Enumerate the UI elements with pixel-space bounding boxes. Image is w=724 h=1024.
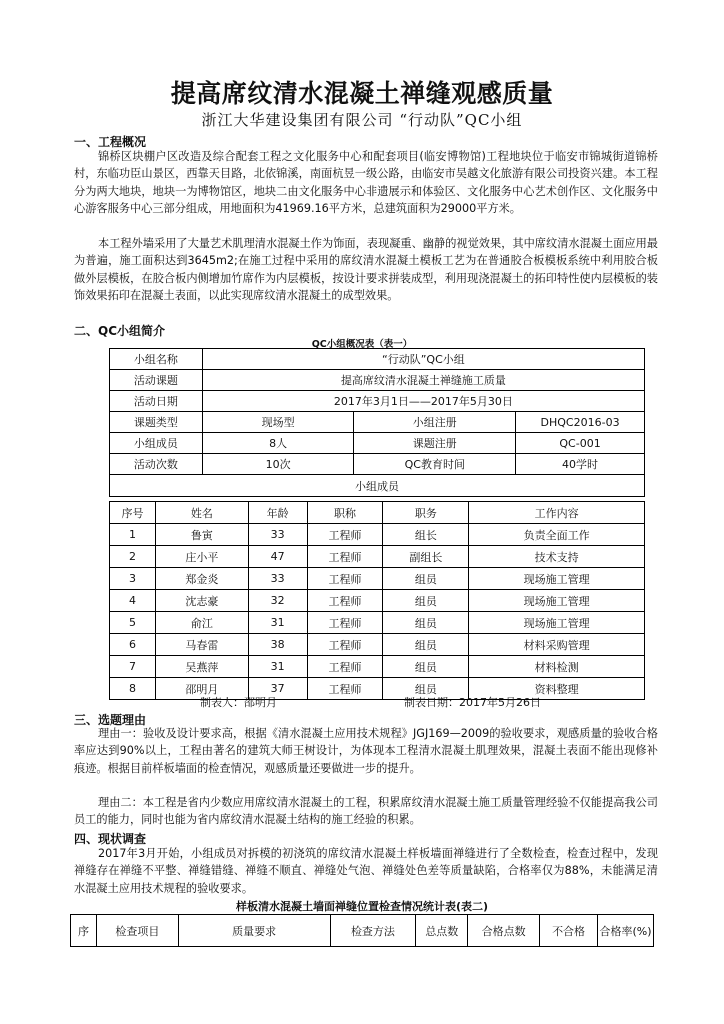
section-heading-3: 三、选题理由 xyxy=(74,713,147,727)
section-heading-4: 四、现状调查 xyxy=(74,832,147,846)
table-row xyxy=(110,568,645,590)
table-cell: 资料整理 xyxy=(469,678,645,700)
table-cell: 5 xyxy=(110,612,156,634)
table-cell: 副组长 xyxy=(383,546,469,568)
table-cell: 4 xyxy=(110,590,156,612)
table-cell: 1 xyxy=(110,524,156,546)
table-cell: 材料检测 xyxy=(469,656,645,678)
section-heading-2: 二、QC小组简介 xyxy=(74,324,166,338)
column-header: 质量要求 xyxy=(178,915,330,947)
table-cell: 33 xyxy=(248,524,307,546)
table-cell: 邵明月 xyxy=(155,678,248,700)
table-cell: 工程师 xyxy=(307,524,383,546)
members-header: 小组成员 xyxy=(110,475,645,497)
table-row xyxy=(110,433,645,454)
table-1-caption: QC小组概况表（表一） xyxy=(311,339,413,350)
table-row xyxy=(110,678,645,700)
section-1-paragraph-2: 本工程外墙采用了大量艺术肌理清水混凝土作为饰面，表现凝重、幽静的视觉效果，其中席纹清水混凝土面应用最为普遍，施工面积达到3645m2;在施工过程中采用的席纹清水混凝土模板工艺为在普通胶合板模板系统中利用胶合板做外层模板，在胶合板内侧增加竹席作为内层模板，按设计要求拼装成型，利用现浇混凝土的拓印特性使内层模板的装饰效果拓印在混凝土表面，以此实现席纹清水混凝土的成型效果。 xyxy=(74,237,658,302)
table-cell: 技术支持 xyxy=(469,546,645,568)
table-row xyxy=(110,391,645,412)
table-header-row xyxy=(110,502,645,524)
table-cell: 32 xyxy=(248,590,307,612)
table-row xyxy=(110,634,645,656)
table-cell: 组员 xyxy=(383,568,469,590)
table-cell: 31 xyxy=(248,656,307,678)
column-header: 合格点数 xyxy=(468,915,540,947)
document-subtitle: 浙江大华建设集团有限公司 “行动队”QC小组 xyxy=(201,111,523,129)
section-3-paragraph-1: 理由一：验收及设计要求高，根据《清水混凝土应用技术规程》JGJ169—2009的验收要求，观感质量的验收合格率应达到90%以上，工程由著名的建筑大师王树设计，为体现本工程清水混凝土肌理效果，混凝土表面不能出现修补痕迹。根据目前样板墙面的检查情况，观感质量还要做进一步的提升。 xyxy=(74,727,658,775)
qc-members-table xyxy=(109,501,645,700)
column-header: 职务 xyxy=(383,502,469,524)
table-cell: 组长 xyxy=(383,524,469,546)
table-maker: 制表人：邵明月 xyxy=(200,696,277,709)
table-cell: 工程师 xyxy=(307,678,383,700)
table-label: 小组成员 xyxy=(110,433,203,454)
table-value: 提高席纹清水混凝土禅缝施工质量 xyxy=(202,370,644,391)
table-cell: 现场施工管理 xyxy=(469,612,645,634)
table-cell: 6 xyxy=(110,634,156,656)
table-cell: 2 xyxy=(110,546,156,568)
table-value: 10次 xyxy=(202,454,354,475)
table-value: DHQC2016-03 xyxy=(516,412,645,433)
section-1-paragraph-1: 锦桥区块棚户区改造及综合配套工程之文化服务中心和配套项目(临安博物馆)工程地块位于临安市锦城街道锦桥村，东临功臣山景区，西靠天目路，北依锦溪，南面杭昱一级公路，由临安市吴越文化旅游有限公司投资兴建。本工程分为两大地块，地块一为博物馆区，地块二由文化服务中心非遗展示和体验区、文化服务中心艺术创作区、文化服务中心游客服务中心三部分组成，用地面积为41969.16平方米，总建筑面积为29000平方米。 xyxy=(74,150,658,215)
table-cell: 38 xyxy=(248,634,307,656)
table-cell: 工程师 xyxy=(307,612,383,634)
table-2-caption: 样板清水混凝土墙面禅缝位置检查情况统计表(表二) xyxy=(235,900,489,913)
column-header: 姓名 xyxy=(155,502,248,524)
table-cell: 材料采购管理 xyxy=(469,634,645,656)
column-header: 合格率(%) xyxy=(598,915,654,947)
column-header: 不合格 xyxy=(540,915,598,947)
table-value: 现场型 xyxy=(202,412,354,433)
table-cell: 庄小平 xyxy=(155,546,248,568)
table-cell: 马春雷 xyxy=(155,634,248,656)
table-row xyxy=(110,612,645,634)
table-label: 活动次数 xyxy=(110,454,203,475)
table-cell: 47 xyxy=(248,546,307,568)
column-header: 总点数 xyxy=(416,915,468,947)
table-cell: 工程师 xyxy=(307,656,383,678)
table-cell: 组员 xyxy=(383,612,469,634)
table-row xyxy=(110,370,645,391)
table-row xyxy=(110,656,645,678)
table-cell: 工程师 xyxy=(307,546,383,568)
table-cell: 工程师 xyxy=(307,634,383,656)
table-label: 活动日期 xyxy=(110,391,203,412)
table-cell: 31 xyxy=(248,612,307,634)
table-cell: 7 xyxy=(110,656,156,678)
table-row xyxy=(110,454,645,475)
section-4-paragraph-1: 2017年3月开始，小组成员对拆模的初浇筑的席纹清水混凝土样板墙面禅缝进行了全数检查，检查过程中，发现禅缝存在禅缝不平整、禅缝错缝、禅缝不顺直、禅缝处气泡、禅缝处色差等质量缺陷，合格率仅为88%，未能满足清水混凝土应用技术规程的验收要求。 xyxy=(74,847,658,895)
table-value: 8人 xyxy=(202,433,354,454)
table-row xyxy=(110,412,645,433)
table-cell: 鲁寅 xyxy=(155,524,248,546)
table-cell: 吴燕萍 xyxy=(155,656,248,678)
column-header: 检查方法 xyxy=(330,915,416,947)
table-cell: 现场施工管理 xyxy=(469,568,645,590)
table-cell: 组员 xyxy=(383,656,469,678)
table-label: 课题类型 xyxy=(110,412,203,433)
table-row xyxy=(110,524,645,546)
table-cell: 俞江 xyxy=(155,612,248,634)
table-header-row xyxy=(71,915,654,947)
column-header: 职称 xyxy=(307,502,383,524)
table-label: QC教育时间 xyxy=(354,454,516,475)
section-3-paragraph-2: 理由二：本工程是省内少数应用席纹清水混凝土的工程，积累席纹清水混凝土施工质量管理经验不仅能提高我公司员工的能力，同时也能为省内席纹清水混凝土结构的施工经验的积累。 xyxy=(74,796,658,827)
table-cell: 33 xyxy=(248,568,307,590)
document-title: 提高席纹清水混凝土禅缝观感质量 xyxy=(170,79,554,108)
table-cell: 37 xyxy=(248,678,307,700)
table-cell: 3 xyxy=(110,568,156,590)
column-header: 序号 xyxy=(110,502,156,524)
column-header: 检查项目 xyxy=(96,915,178,947)
table-cell: 组员 xyxy=(383,634,469,656)
table-cell: 现场施工管理 xyxy=(469,590,645,612)
table-cell: 工程师 xyxy=(307,568,383,590)
table-cell: 组员 xyxy=(383,590,469,612)
table-cell: 8 xyxy=(110,678,156,700)
table-value: 40学时 xyxy=(516,454,645,475)
table-made-date: 制表日期：2017年5月26日 xyxy=(404,696,541,709)
table-row xyxy=(110,590,645,612)
qc-overview-table xyxy=(109,348,645,497)
table-row xyxy=(110,475,645,497)
table-label: 小组名称 xyxy=(110,349,203,370)
table-value: 2017年3月1日——2017年5月30日 xyxy=(202,391,644,412)
table-cell: 工程师 xyxy=(307,590,383,612)
column-header: 序 xyxy=(71,915,97,947)
table-label: 小组注册 xyxy=(354,412,516,433)
column-header: 工作内容 xyxy=(469,502,645,524)
column-header: 年龄 xyxy=(248,502,307,524)
table-cell: 郑金炎 xyxy=(155,568,248,590)
table-value: “行动队”QC小组 xyxy=(202,349,644,370)
table-cell: 沈志豪 xyxy=(155,590,248,612)
table-row xyxy=(110,546,645,568)
inspection-table xyxy=(70,914,654,947)
table-label: 课题注册 xyxy=(354,433,516,454)
table-row xyxy=(110,349,645,370)
table-value: QC-001 xyxy=(516,433,645,454)
table-cell: 组员 xyxy=(383,678,469,700)
table-cell: 负责全面工作 xyxy=(469,524,645,546)
section-heading-1: 一、工程概况 xyxy=(74,135,147,149)
table-label: 活动课题 xyxy=(110,370,203,391)
